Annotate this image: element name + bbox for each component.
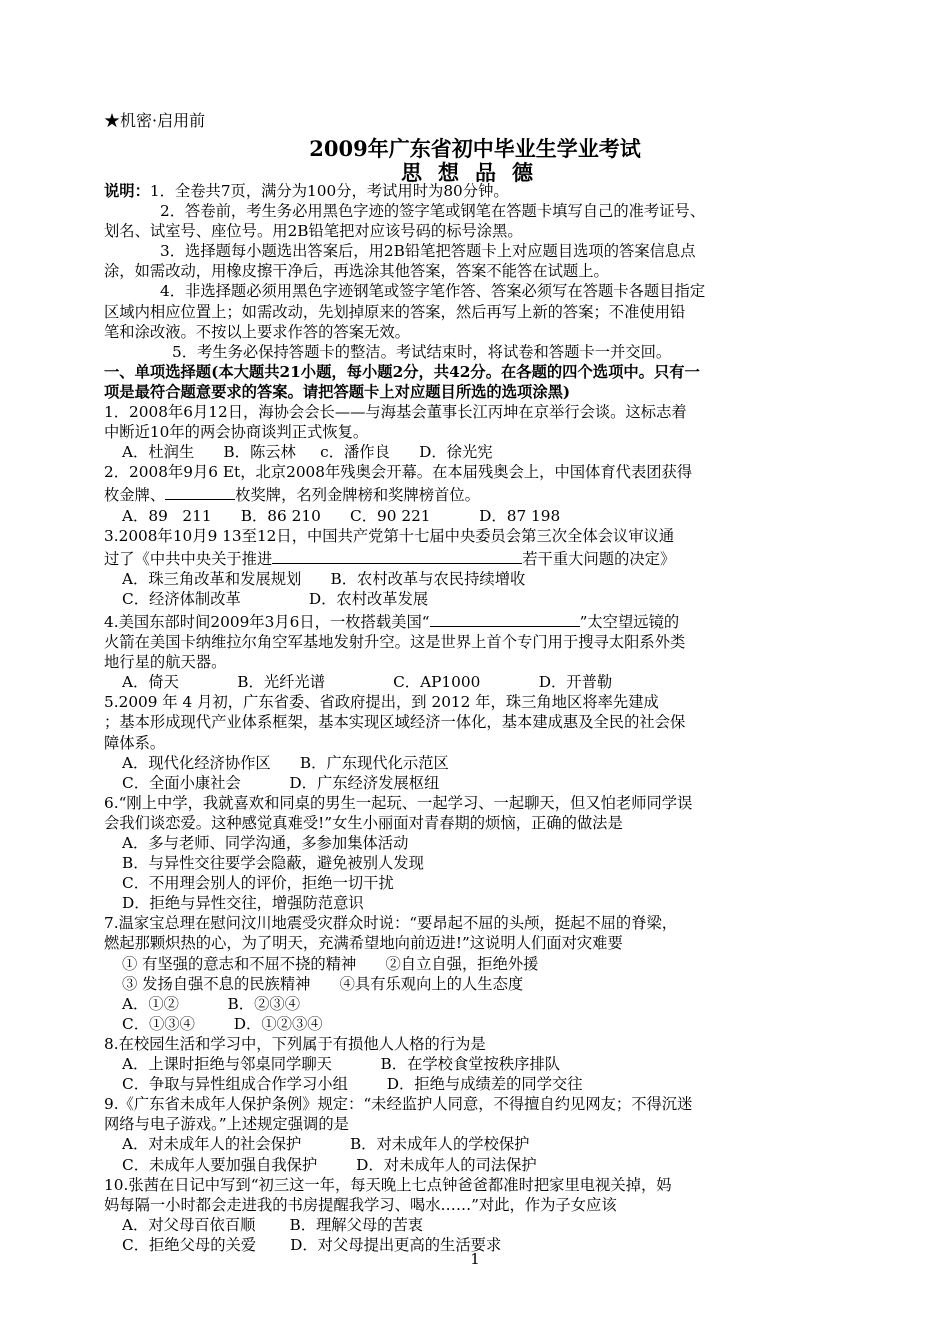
question-7-statements-1: ① 有坚强的意志和不屈不挠的精神 ②自立自强，拒绝外援 <box>122 954 539 973</box>
question-6-option-d: D．拒绝与异性交往，增强防范意识 <box>122 894 364 913</box>
question-4-text-cont: 火箭在美国卡纳维拉尔角空军基地发射升空。这是世界上首个专门用于搜寻太阳系外类 <box>104 633 686 652</box>
question-2-text: 2．2008年9月6 Et，北京2008年残奥会开幕。在本届残奥会上，中国体育代表团获得 <box>104 463 693 482</box>
question-5-text: 5.2009 年 4 月初，广东省委、省政府提出，到 2012 年，珠三角地区将率先建成 <box>104 693 659 712</box>
instruction-line-4c: 笔和涂改液。不按以上要求作答的答案无效。 <box>104 322 410 341</box>
question-10-text: 10.张茜在日记中写到“初三这一年，每天晚上七点钟爸爸都准时把家里电视关掉，妈 <box>104 1175 672 1194</box>
question-9-options-2: C．未成年人要加强自我保护 D．对未成年人的司法保护 <box>122 1155 537 1174</box>
question-6-option-a: A．多与老师、同学沟通，多参加集体活动 <box>122 834 409 852</box>
question-9-text: 9.《广东省未成年人保护条例》规定：“未经监护人同意，不得擅自约见网友；不得沉迷 <box>104 1095 693 1114</box>
question-4-options: A．倚天 B．光纤光谱 C．AP1000 D．开普勒 <box>122 673 613 692</box>
instruction-line-2b: 划名、试室号、座位号。用2B铅笔把对应该号码的标号涂黑。 <box>104 222 523 241</box>
question-10-text-cont: 妈每隔一小时都会走进我的书房提醒我学习、喝水……”对此，作为子女应该 <box>104 1195 617 1214</box>
question-7-text: 7.温家宝总理在慰问汶川地震受灾群众时说：“要昂起不屈的头颅，挺起不屈的脊梁， <box>104 914 678 933</box>
section-heading: 一、单项选择题(本大题共21小题，每小题2分，共42分。在各题的四个选项中。只有一 <box>104 362 700 381</box>
question-2-options: A．89 211 B．86 210 C．90 221 D．87 198 <box>122 506 561 525</box>
question-3-options-2: C．经济体制改革 D．农村改革发展 <box>122 589 429 608</box>
question-4-text: 4.美国东部时间2009年3月6日，一枚搭载美国“ ”太空望远镜的 <box>104 609 850 632</box>
question-3-options-1: A．珠三角改革和发展规划 B．农村改革与农民持续增收 <box>122 569 526 588</box>
answer-blank <box>430 609 580 627</box>
question-6-text: 6.“刚上中学，我就喜欢和同桌的男生一起玩、一起学习、一起聊天，但又怕老师同学误 <box>104 793 693 812</box>
question-5-options-1: A．现代化经济协作区 B．广东现代化示范区 <box>122 753 449 772</box>
confidential-label: ★机密·启用前 <box>104 111 206 130</box>
instruction-label: 说明： <box>104 182 150 200</box>
instruction-line-1: 说明：1．全卷共7页，满分为100分，考试用时为80分钟。 <box>104 182 509 200</box>
question-7-text-cont: 燃起那颗炽热的心，为了明天，充满希望地向前迈进!”这说明人们面对灾难要 <box>104 934 623 953</box>
question-7-options-1: A．①② B．②③④ <box>122 994 300 1013</box>
exam-body <box>104 181 850 1255</box>
question-8-text: 8.在校园生活和学习中，下列属于有损他人人格的行为是 <box>104 1034 486 1053</box>
instruction-line-3a: 3．选择题每小题选出答案后，用2B铅笔把答题卡上对应题目选项的答案信息点 <box>160 242 696 261</box>
question-6-text-cont: 会我们谈恋爱。这种感觉真难受!”女生小丽面对青春期的烦恼，正确的做法是 <box>104 813 623 832</box>
instruction-line-2a: 2．答卷前，考生务必用黑色字迹的签字笔或钢笔在答题卡填写自己的准考证号、 <box>160 202 706 221</box>
question-8-options-1: A．上课时拒绝与邻桌同学聊天 B．在学校食堂按秩序排队 <box>122 1055 561 1074</box>
question-2-text-cont: 枚金牌、 枚奖牌，名列金牌榜和奖牌榜首位。 <box>104 482 850 505</box>
instruction-line-4b: 区域内相应位置上；如需改动，先划掉原来的答案，然后再写上新的答案；不准使用铅 <box>104 302 686 321</box>
question-10-options-1: A．对父母百依百顺 B．理解父母的苦衷 <box>122 1215 424 1234</box>
question-5-text-cont-2: 障体系。 <box>104 733 166 752</box>
question-4-text-cont-2: 地行星的航天器。 <box>104 653 227 672</box>
answer-blank <box>272 546 522 564</box>
question-10-options-2: C．拒绝父母的关爱 D．对父母提出更高的生活要求 <box>122 1235 502 1254</box>
question-6-option-b: B．与异性交往要学会隐蔽，避免被别人发现 <box>122 854 424 873</box>
section-heading-cont: 项是最符合题意要求的答案。请把答题卡上对应题目所选的选项涂黑) <box>104 382 571 401</box>
question-1-text-cont: 中断近10年的两会协商谈判正式恢复。 <box>104 423 369 442</box>
page-number: 1 <box>470 1250 480 1268</box>
subject-title: 思想品德 <box>401 160 549 185</box>
question-6-option-c: C．不用理会别人的评价，拒绝一切干扰 <box>122 874 394 893</box>
question-3-text: 3.2008年10月9 13至12日，中国共产党第十七届中央委员会第三次全体会议审议通 <box>104 526 675 545</box>
answer-blank <box>165 482 235 500</box>
question-1-text: 1．2008年6月12日，海协会会长——与海基会董事长江丙坤在京举行会谈。这标志着 <box>104 403 687 422</box>
question-1-options: A．杜润生 B．陈云林 c．潘作良 D．徐光宪 <box>122 443 493 462</box>
question-7-statements-2: ③ 发扬自强不息的民族精神 ④具有乐观向上的人生态度 <box>122 974 524 993</box>
question-8-options-2: C．争取与异性组成合作学习小组 D．拒绝与成绩差的同学交往 <box>122 1075 583 1094</box>
instruction-line-3b: 涂，如需改动，用橡皮擦干净后，再选涂其他答案，答案不能答在试题上。 <box>104 262 609 281</box>
exam-title: 2009年广东省初中毕业生学业考试 <box>309 136 641 161</box>
instruction-line-5: 5．考生务必保持答题卡的整洁。考试结束时，将试卷和答题卡一并交回。 <box>172 342 672 361</box>
question-3-text-cont: 过了《中共中央关于推进 若干重大问题的决定》 <box>104 546 850 569</box>
question-7-options-2: C．①③④ D．①②③④ <box>122 1014 323 1033</box>
question-5-text-cont: ；基本形成现代产业体系框架，基本实现区域经济一体化，基本建成惠及全民的社会保 <box>104 713 686 732</box>
question-9-text-cont: 网络与电子游戏。”上述规定强调的是 <box>104 1115 349 1134</box>
instruction-line-4a: 4．非选择题必须用黑色字迹钢笔或签字笔作答、答案必须写在答题卡各题目指定 <box>160 282 706 301</box>
question-9-options-1: A．对未成年人的社会保护 B．对未成年人的学校保护 <box>122 1135 530 1154</box>
question-5-options-2: C．全面小康社会 D．广东经济发展枢纽 <box>122 773 440 792</box>
